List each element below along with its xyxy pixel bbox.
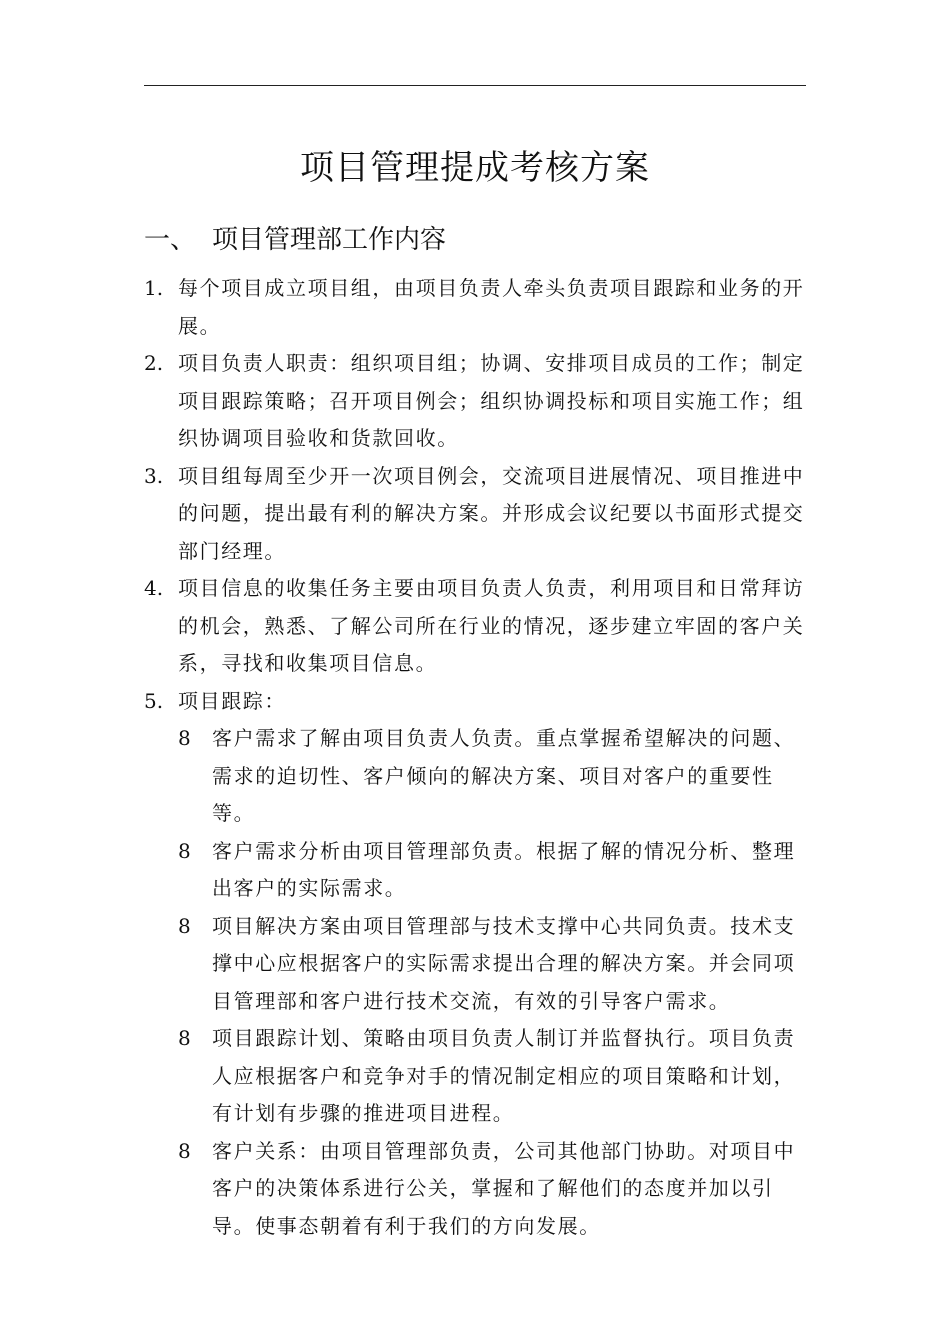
list-item — [144, 570, 808, 683]
list-item-text: 项目跟踪： — [178, 688, 286, 713]
sub-list-item — [144, 833, 808, 908]
document-title: 项目管理提成考核方案 — [300, 148, 650, 188]
list-item — [144, 270, 808, 345]
list-item — [144, 683, 808, 721]
sub-list-bullet: 8 — [178, 838, 191, 863]
sub-list-bullet: 8 — [178, 913, 191, 938]
sub-list-bullet: 8 — [178, 726, 191, 750]
list-item-number: 3. — [144, 463, 164, 488]
sub-list-item-text: 客户关系：由项目管理部负责，公司其他部门协助。对项目中客户的决策体系进行公关，掌握和了解他们的态度并加以引导。使事态朝着有利于我们的方向发展。 — [212, 1138, 796, 1238]
list-item-number: 1. — [144, 276, 164, 300]
sub-list-bullet: 8 — [178, 1138, 191, 1163]
sub-list-item — [144, 720, 808, 833]
sub-list-bullet: 8 — [178, 1026, 191, 1050]
sub-list-item-text: 项目解决方案由项目管理部与技术支撑中心共同负责。技术支撑中心应根据客户的实际需求提出合理的解决方案。并会同项目管理部和客户进行技术交流，有效的引导客户需求。 — [212, 913, 796, 1013]
list-item-number: 4. — [144, 576, 164, 600]
document-body — [144, 270, 808, 1245]
section-heading — [144, 218, 446, 262]
sub-list-item — [144, 1133, 808, 1246]
section-heading-text: 项目管理部工作内容 — [212, 225, 447, 255]
list-item-text: 每个项目成立项目组，由项目负责人牵头负责项目跟踪和业务的开展。 — [178, 276, 805, 338]
list-item-number: 2. — [144, 351, 164, 375]
list-item-text: 项目信息的收集任务主要由项目负责人负责，利用项目和日常拜访的机会，熟悉、了解公司所在行业的情况，逐步建立牢固的客户关系，寻找和收集项目信息。 — [178, 576, 805, 675]
list-item — [144, 458, 808, 571]
sub-list-item-text: 项目跟踪计划、策略由项目负责人制订并监督执行。项目负责人应根据客户和竞争对手的情况制定相应的项目策略和计划，有计划有步骤的推进项目进程。 — [212, 1026, 796, 1125]
list-item-text: 项目负责人职责：组织项目组；协调、安排项目成员的工作；制定项目跟踪策略；召开项目例会；组织协调投标和项目实施工作；组织协调项目验收和货款回收。 — [178, 351, 805, 450]
section-number: 一、 — [144, 225, 197, 255]
list-item-text: 项目组每周至少开一次项目例会，交流项目进展情况、项目推进中的问题，提出最有利的解决方案。并形成会议纪要以书面形式提交部门经理。 — [178, 463, 805, 563]
header-rule — [144, 85, 806, 86]
sub-list-item — [144, 908, 808, 1021]
list-item-number: 5. — [144, 688, 164, 713]
sub-list-item-text: 客户需求分析由项目管理部负责。根据了解的情况分析、整理出客户的实际需求。 — [212, 838, 796, 900]
list-item — [144, 345, 808, 458]
sub-list-item-text: 客户需求了解由项目负责人负责。重点掌握希望解决的问题、需求的迫切性、客户倾向的解决方案、项目对客户的重要性等。 — [212, 726, 796, 825]
sub-list-item — [144, 1020, 808, 1133]
